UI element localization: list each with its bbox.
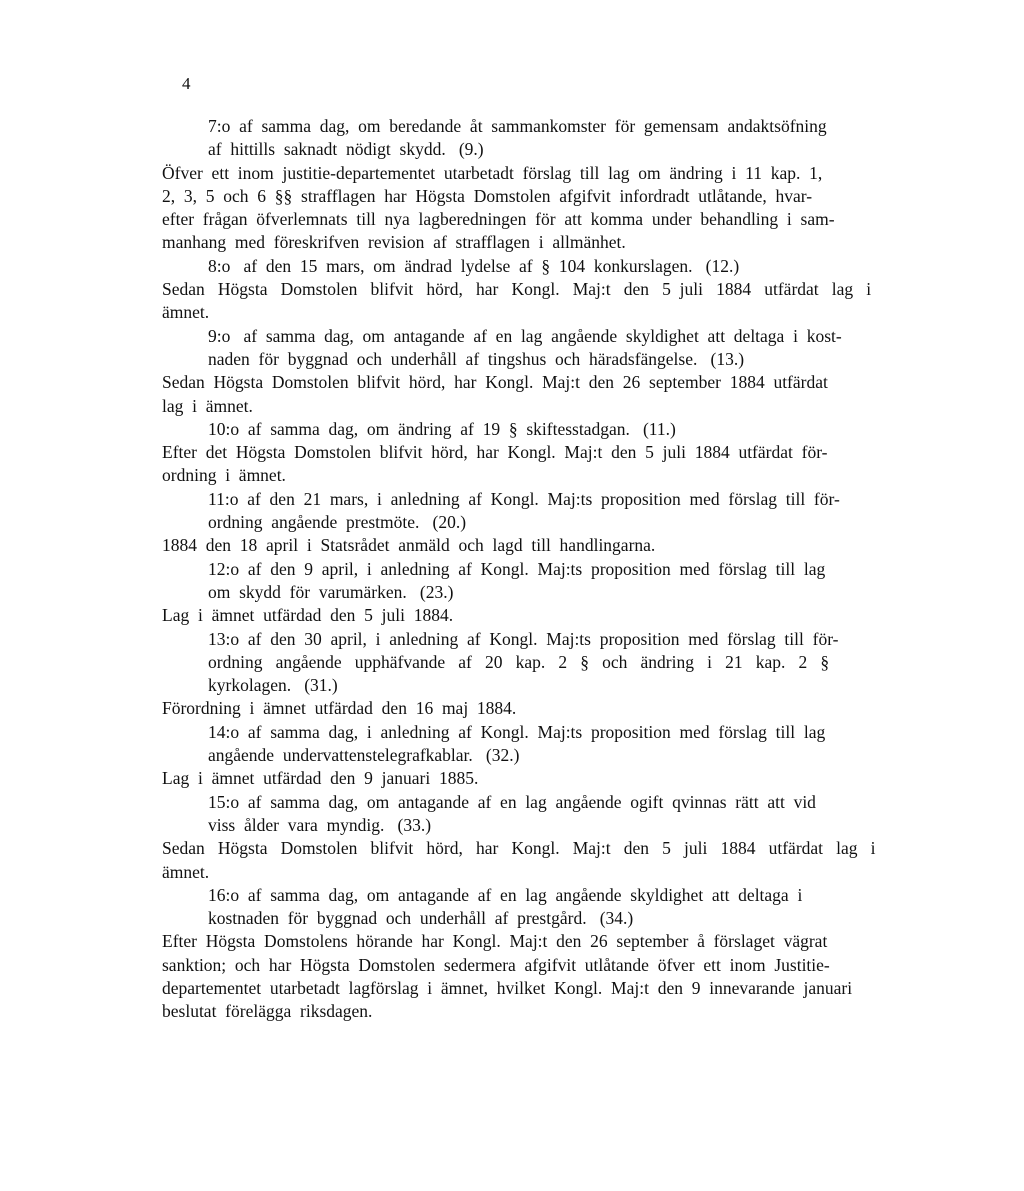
text-line: Efter Högsta Domstolens hörande har Kongl. Maj:t den 26 september å förslaget vägrat [162,931,828,952]
text-line: ordning angående upphäfvande af 20 kap. 2 § och ändring i 21 kap. 2 § [208,651,830,672]
text-line: 11:o af den 21 mars, i anledning af Kongl. Maj:ts proposition med förslag till för- [208,488,840,509]
text-line: 2, 3, 5 och 6 §§ strafflagen har Högsta Domstolen afgifvit infordradt utlåtande, hvar- [162,185,813,206]
document-body [162,115,924,1024]
text-line: 16:o af samma dag, om antagande af en lag angående skyldighet att deltaga i [208,884,803,905]
text-line: Lag i ämnet utfärdad den 9 januari 1885. [162,768,479,789]
text-line: lag i ämnet. [162,395,253,416]
text-line: ämnet. [162,861,210,882]
text-line: 10:o af samma dag, om ändring af 19 § skiftesstadgan. (11.) [208,418,676,439]
text-line: 14:o af samma dag, i anledning af Kongl. Maj:ts proposition med förslag till lag [208,721,826,742]
text-line: om skydd för varumärken. (23.) [208,581,454,602]
text-line: 8:o af den 15 mars, om ändrad lydelse af § 104 konkurslagen. (12.) [208,255,740,276]
text-line: Efter det Högsta Domstolen blifvit hörd, har Kongl. Maj:t den 5 juli 1884 utfärdat för- [162,442,828,463]
text-line: ämnet. [162,302,210,323]
text-line: 13:o af den 30 april, i anledning af Kongl. Maj:ts proposition med förslag till för- [208,628,839,649]
text-line: 9:o af samma dag, om antagande af en lag angående skyldighet att deltaga i kost- [208,325,842,346]
text-line: departementet utarbetadt lagförslag i ämnet, hvilket Kongl. Maj:t den 9 innevarande januari [162,977,853,998]
text-line: kyrkolagen. (31.) [208,675,338,696]
page-number: 4 [182,74,191,93]
text-line: efter frågan öfverlemnats till nya lagberedningen för att komma under behandling i sam- [162,209,835,230]
text-line: beslutat förelägga riksdagen. [162,1001,373,1022]
text-line: naden för byggnad och underhåll af tingshus och häradsfängelse. (13.) [208,348,745,369]
text-line: viss ålder vara myndig. (33.) [208,814,432,835]
text-line: 7:o af samma dag, om beredande åt sammankomster för gemensam andaktsöfning [208,116,827,136]
text-line: af hittills saknadt nödigt skydd. (9.) [208,139,484,160]
text-line: Öfver ett inom justitie-departementet utarbetadt förslag till lag om ändring i 11 kap. 1, [162,162,823,183]
text-line: ordning angående prestmöte. (20.) [208,512,467,533]
text-line: angående undervattenstelegrafkablar. (32.) [208,745,520,766]
text-line: Förordning i ämnet utfärdad den 16 maj 1884. [162,698,517,719]
text-line: 12:o af den 9 april, i anledning af Kongl. Maj:ts proposition med förslag till lag [208,558,826,579]
text-line: kostnaden för byggnad och underhåll af prestgård. (34.) [208,908,634,929]
text-line: sanktion; och har Högsta Domstolen sedermera afgifvit utlåtande öfver ett inom Justitie- [162,954,830,975]
text-line: Sedan Högsta Domstolen blifvit hörd, har Kongl. Maj:t den 5 juli 1884 utfärdat lag i [162,838,876,859]
text-line: Lag i ämnet utfärdad den 5 juli 1884. [162,605,454,626]
text-line: Sedan Högsta Domstolen blifvit hörd, har Kongl. Maj:t den 26 september 1884 utfärdat [162,372,828,393]
text-line: 15:o af samma dag, om antagande af en lag angående ogift qvinnas rätt att vid [208,791,816,812]
text-line: ordning i ämnet. [162,465,286,486]
text-line: 1884 den 18 april i Statsrådet anmäld och lagd till handlingarna. [162,535,656,556]
text-line: manhang med föreskrifven revision af strafflagen i allmänhet. [162,232,626,253]
text-line: Sedan Högsta Domstolen blifvit hörd, har Kongl. Maj:t den 5 juli 1884 utfärdat lag i [162,279,872,300]
